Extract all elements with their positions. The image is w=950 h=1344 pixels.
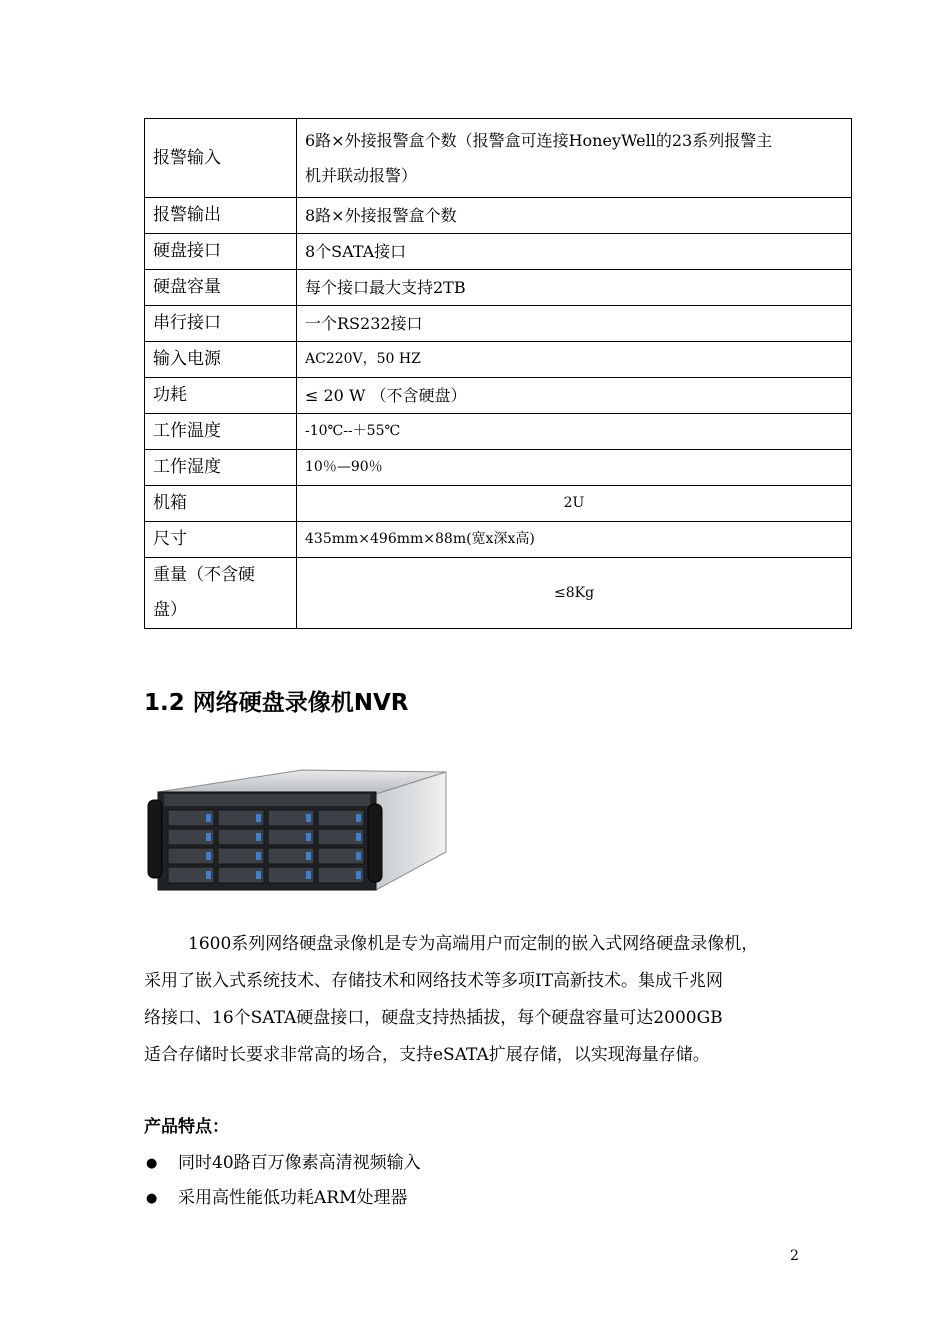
row-value: -10℃--＋55℃ — [297, 414, 852, 450]
table-row — [145, 378, 852, 414]
features-title: 产品特点： — [144, 1117, 229, 1137]
row-value: ≤ 20 W （不含硬盘） — [297, 378, 852, 414]
feature-text: 采用高性能低功耗ARM处理器 — [178, 1188, 408, 1208]
table-row — [145, 270, 852, 306]
row-value: 2U — [297, 486, 852, 522]
description-line: 采用了嵌入式系统技术、存储技术和网络技术等多项IT高新技术。集成千兆网 — [144, 971, 724, 991]
features-list — [144, 1146, 421, 1216]
row-label: 机箱 — [145, 486, 297, 522]
row-value: 8路×外接报警盒个数 — [297, 198, 852, 234]
nvr-device-photo — [142, 766, 448, 906]
row-value: 一个RS232接口 — [297, 306, 852, 342]
row-label: 报警输入 — [145, 119, 297, 198]
table-row — [145, 450, 852, 486]
row-value: 8个SATA接口 — [297, 234, 852, 270]
bullet-icon: ● — [146, 1156, 158, 1171]
row-value: 435mm×496mm×88m(宽x深x高) — [297, 522, 852, 558]
description-line: 络接口、16个SATA硬盘接口，硬盘支持热插拔，每个硬盘容量可达2000GB — [144, 1008, 723, 1028]
list-item — [144, 1146, 421, 1181]
row-value: 10％—90％ — [297, 450, 852, 486]
row-label: 工作温度 — [145, 414, 297, 450]
row-value: ≤8Kg — [297, 558, 852, 629]
row-value-line: 6路×外接报警盒个数（报警盒可连接HoneyWell的23系列报警主 — [305, 131, 773, 150]
row-label-line: 盘） — [153, 600, 187, 620]
table-row — [145, 306, 852, 342]
row-value-line: 机并联动报警） — [305, 166, 418, 185]
row-label — [145, 558, 297, 629]
spec-table — [144, 118, 852, 629]
table-row — [145, 414, 852, 450]
row-value: AC220V，50 HZ — [297, 342, 852, 378]
bullet-icon: ● — [146, 1191, 158, 1206]
row-label-line: 重量（不含硬 — [153, 565, 255, 585]
row-label: 功耗 — [145, 378, 297, 414]
section-heading: 1.2 网络硬盘录像机NVR — [144, 690, 409, 716]
table-row — [145, 234, 852, 270]
product-description — [144, 926, 824, 1074]
table-row — [145, 119, 852, 198]
table-row — [145, 342, 852, 378]
row-label: 尺寸 — [145, 522, 297, 558]
row-label: 硬盘接口 — [145, 234, 297, 270]
row-label: 工作湿度 — [145, 450, 297, 486]
table-row — [145, 522, 852, 558]
row-value — [297, 119, 852, 198]
description-line: 适合存储时长要求非常高的场合，支持eSATA扩展存储，以实现海量存储。 — [144, 1045, 710, 1065]
row-label: 输入电源 — [145, 342, 297, 378]
row-label: 报警输出 — [145, 198, 297, 234]
page-number: 2 — [790, 1248, 799, 1264]
row-label: 串行接口 — [145, 306, 297, 342]
list-item — [144, 1181, 421, 1216]
table-row — [145, 198, 852, 234]
row-label: 硬盘容量 — [145, 270, 297, 306]
table-row — [145, 558, 852, 629]
table-row — [145, 486, 852, 522]
row-value: 每个接口最大支持2TB — [297, 270, 852, 306]
feature-text: 同时40路百万像素高清视频输入 — [178, 1153, 421, 1173]
description-line: 1600系列网络硬盘录像机是专为高端用户而定制的嵌入式网络硬盘录像机， — [188, 934, 759, 954]
